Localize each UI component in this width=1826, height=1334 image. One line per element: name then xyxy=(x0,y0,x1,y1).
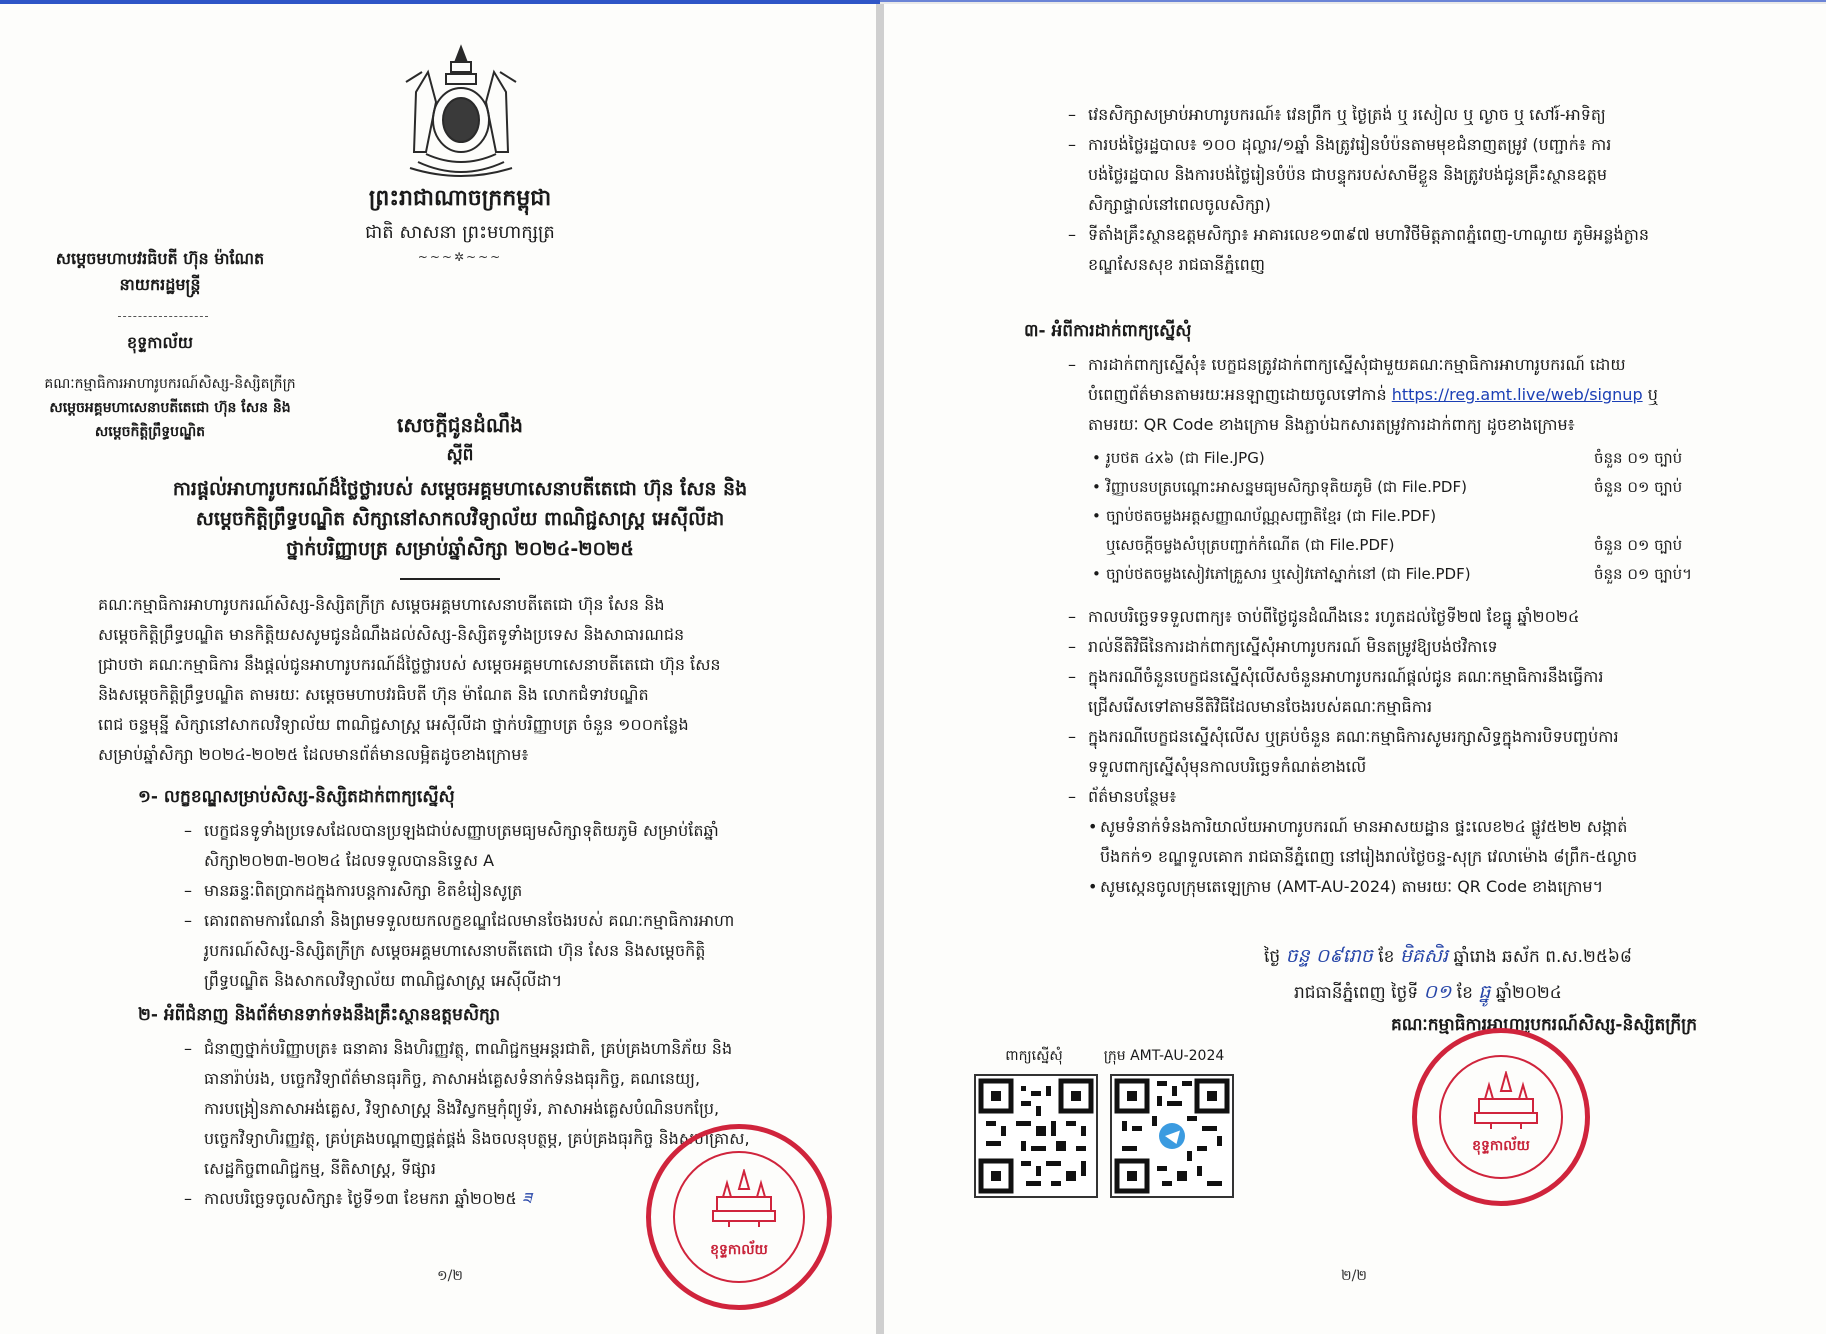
pm-name: សម្តេចមហាបវរធិបតី ហ៊ុន ម៉ាណែត xyxy=(55,249,265,268)
more-info-item: – ព័ត៌មានបន្ថែម៖ xyxy=(1068,787,1177,806)
notice-subtitle: ស្តីពី xyxy=(446,445,474,465)
qr1-label: ពាក្យស្នើសុំ xyxy=(1005,1048,1063,1064)
title-underline xyxy=(400,578,500,580)
seal-text: ខុទ្ទកាល័យ xyxy=(1472,1138,1530,1154)
closing-item: – ក្នុងករណីបេក្ខជនស្នើសុំលើស ឬគ្រប់ចំនួន គណៈកម្មាធិការសូមរក្សាសិទ្ធក្នុងការបិទបញ្ចប់ការ xyxy=(1068,727,1619,746)
office-contact: • សូមទំនាក់ទំនងការិយាល័យអាហារូបករណ៍ មានអាសយដ្ឋាន ផ្ទះលេខ២៤ ផ្លូវ៥២២ សង្កាត់ xyxy=(1088,817,1628,836)
apply-block xyxy=(1068,350,1808,440)
office-contact-cont: បឹងកក់១ ខណ្ឌទួលគោក រាជធានីភ្នំពេញ នៅរៀងរាល់ថ្ងៃចន្ទ-សុក្រ វេលាម៉ោង ៨ព្រឹក-៥ល្ងាច xyxy=(1100,847,1638,866)
handwritten-solar-month: ធ្នូ xyxy=(1478,981,1491,1003)
doc-row-2: • វិញ្ញាបនបត្របណ្តោះអាសន្នមធ្យមសិក្សាទុតិយភូមិ (ជា File.PDF) ចំនួន ០១ ច្បាប់ xyxy=(1092,478,1683,496)
apply-line-3: តាមរយៈ QR Code ខាងក្រោម និងភ្ជាប់ឯកសារតម្រូវការដាក់ពាក្យ ដូចខាងក្រោម៖ xyxy=(1088,415,1575,434)
page-number: ១/២ xyxy=(437,1268,463,1284)
cabinet-label: ខុទ្ទកាល័យ xyxy=(126,333,193,352)
rest-list xyxy=(1068,602,1808,812)
kingdom-name: ព្រះរាជាណាចក្រកម្ពុជា xyxy=(368,185,552,211)
intro-line-1: គណៈកម្មាធិការអាហារូបករណ៍សិស្ស-និស្សិតក្រីក្រ សម្តេចអគ្គមហាសេនាបតីតេជោ ហ៊ុន សែន និង xyxy=(98,595,665,614)
admin-fee-cont2: សិក្សាផ្ទាល់នៅពេលចូលសិក្សា) xyxy=(1088,195,1271,214)
temple-seal-icon xyxy=(709,1169,779,1229)
handwritten-lunar-month: មិគសិរ xyxy=(1399,945,1449,967)
qr-code-icon xyxy=(976,1076,1096,1196)
handwritten-solar-day: ០១ xyxy=(1423,981,1452,1003)
selection-cont: ជ្រើសរើសទៅតាមនីតិវិធីដែលមានចែងរបស់គណៈកម្មាធិការ xyxy=(1088,697,1433,716)
s1-item-1: – បេក្ខជនទូទាំងប្រទេសដែលបានប្រឡងជាប់សញ្ញាបត្រមធ្យមសិក្សាទុតិយភូមិ សម្រាប់តែឆ្នាំ xyxy=(184,821,719,840)
doc-row-3: • ច្បាប់ថតចម្លងអត្តសញ្ញាណប័ណ្ណសញ្ជាតិខ្មែរ (ជា File.PDF) xyxy=(1092,507,1437,525)
s2-item-1-cont4: សេដ្ឋកិច្ចពាណិជ្ជកម្ម, នីតិសាស្ត្រ, ទីផ្សារ xyxy=(204,1159,436,1178)
intro-line-4: និងសម្តេចកិត្តិព្រឹទ្ធបណ្ឌិត តាមរយៈ សម្តេចមហាបវរធិបតី ហ៊ុន ម៉ាណែត និង លោកជំទាវបណ្ឌិត xyxy=(98,685,649,704)
intro-line-2: សម្តេចកិត្តិព្រឹទ្ធបណ្ឌិត មានកិត្តិយសសូមជូនដំណឹងដល់សិស្ស-និស្សិតទូទាំងប្រទេស និងសាធារណជន xyxy=(98,625,685,644)
required-docs-list xyxy=(1092,444,1812,589)
handwritten-lunar-day: ចន្ទ ០៩រោច xyxy=(1285,945,1373,967)
closing-cont: ទទួលពាក្យស្នើសុំមុនកាលបរិច្ឆេទកំណត់ខាងលើ xyxy=(1088,757,1367,776)
deadline-item: – កាលបរិច្ឆេទទទួលពាក្យ៖ ចាប់ពីថ្ងៃជូនដំណឹងនេះ រហូតដល់ថ្ងៃទី២៧ ខែធ្នូ ឆ្នាំ២០២៤ xyxy=(1068,607,1580,626)
committee-line-1: គណៈកម្មាធិការអាហារូបករណ៍សិស្ស-និស្សិតក្រីក្រ xyxy=(44,376,296,392)
intro-line-6: សម្រាប់ឆ្នាំសិក្សា ២០២៤-២០២៥ ដែលមានព័ត៌មានលម្អិតដូចខាងក្រោម៖ xyxy=(98,745,529,764)
pm-title: នាយករដ្ឋមន្ត្រី xyxy=(119,275,201,294)
extra-info-list xyxy=(1088,812,1808,902)
selection-item: – ក្នុងករណីចំនួនបេក្ខជនស្នើសុំលើសចំនួនអាហារូបករណ៍ផ្តល់ជូន គណៈកម្មាធិការនឹងធ្វើការ xyxy=(1068,667,1604,686)
free-item: – រាល់នីតិវិធីនៃការដាក់ពាក្យស្នើសុំអាហារូបករណ៍ មិនតម្រូវឱ្យបង់ថវិកាទេ xyxy=(1068,637,1498,656)
date-solar: រាជធានីភ្នំពេញ ថ្ងៃទី ០១ ខែ ធ្នូ ឆ្នាំ២០២៤ xyxy=(1294,981,1562,1003)
page-fold xyxy=(876,4,884,1334)
royal-crest-icon xyxy=(396,42,526,182)
notice-subject xyxy=(70,474,850,564)
intro-line-5: ពេជ ចន្ទមុន្នី សិក្សានៅសាកលវិទ្យាល័យ ពាណិជ្ជសាស្ត្រ អេស៊ីលីដា ថ្នាក់បរិញ្ញាបត្រ ចំនួន ១០០កន្លែង xyxy=(98,715,689,734)
intro-line-3: ជ្រាបថា គណៈកម្មាធិការ នឹងផ្តល់ជូនអាហារូបករណ៍ដ៏ថ្លៃថ្លារបស់ សម្តេចអគ្គមហាសេនាបតីតេជោ ហ៊ុន សែន xyxy=(98,655,721,674)
notice-title: សេចក្តីជូនដំណឹង xyxy=(397,413,523,437)
s1-item-3: – គោរពតាមការណែនាំ និងព្រមទទួលយកលក្ខខណ្ឌដែលមានចែងរបស់ គណៈកម្មាធិការអាហា xyxy=(184,911,735,930)
page-number: ២/២ xyxy=(1341,1268,1367,1284)
section-3-title: ៣- អំពីការដាក់ពាក្យស្នើសុំ xyxy=(1024,321,1192,341)
subject-line-3: ថ្នាក់បរិញ្ញាបត្រ សម្រាប់ឆ្នាំសិក្សា ២០២៤-២០២៥ xyxy=(286,538,634,560)
telegram-qr-code[interactable] xyxy=(1110,1074,1234,1198)
document-page-2 xyxy=(884,4,1826,1334)
doc-row-4: • ច្បាប់ថតចម្លងសៀវភៅគ្រួសារ ឬសៀវភៅស្នាក់នៅ (ជា File.PDF) ចំនួន ០១ ច្បាប់។ xyxy=(1092,565,1693,583)
location-cont: ខណ្ឌសែនសុខ រាជធានីភ្នំពេញ xyxy=(1088,255,1265,274)
subject-line-1: ការផ្តល់អាហារូបករណ៍ដ៏ថ្លៃថ្លារបស់ សម្តេចអគ្គមហាសេនាបតីតេជោ ហ៊ុន សែន និង xyxy=(172,478,748,500)
divider-line xyxy=(118,316,208,317)
telegram-item: • សូមស្កេនចូលក្រុមតេឡេក្រាម (AMT-AU-2024) តាមរយៈ QR Code ខាងក្រោម។ xyxy=(1088,877,1604,896)
red-seal-stamp xyxy=(646,1124,832,1310)
section-1-list xyxy=(184,816,864,996)
s1-item-3-cont2: ព្រឹទ្ធបណ្ឌិត និងសាកលវិទ្យាល័យ ពាណិជ្ជសាស្ត្រ អេស៊ីលីដា។ xyxy=(204,971,563,990)
date-lunar: ថ្ងៃ ចន្ទ ០៩រោច ខែ មិគសិរ ឆ្នាំរោង ឆស័ក ព.ស.២៥៦៨ xyxy=(1264,945,1632,967)
apply-line-2: បំពេញព័ត៌មានតាមរយៈអនឡាញដោយចូលទៅកាន់ https://reg.amt.live/web/signup ឬ xyxy=(1088,385,1658,404)
top-list xyxy=(1068,100,1808,280)
document-page-1 xyxy=(0,4,876,1334)
admin-fee-item: – ការបង់ថ្លៃរដ្ឋបាល៖ ១០០ ដុល្លារ/១ឆ្នាំ និងត្រូវរៀនបំប៉នតាមមុខជំនាញតម្រូវ (បញ្ជាក់៖ ការ xyxy=(1068,135,1612,154)
section-1-title: ១- លក្ខខណ្ឌសម្រាប់សិស្ស-និស្សិតដាក់ពាក្យស្នើសុំ xyxy=(138,787,455,807)
temple-seal-icon xyxy=(1471,1071,1541,1131)
qr2-label: ក្រុម AMT-AU-2024 xyxy=(1103,1048,1225,1064)
apply-line-1: – ការដាក់ពាក្យស្នើសុំ៖ បេក្ខជនត្រូវដាក់ពាក្យស្នើសុំជាមួយគណៈកម្មាធិការអាហារូបករណ៍ ដោយ xyxy=(1068,355,1626,374)
location-item: – ទីតាំងគ្រឹះស្ថានឧត្តមសិក្សា៖ អាគារលេខ១៣៩៧ មហាវិថីមិត្តភាពភ្នំពេញ-ហាណូយ ភូមិអន្លង់ក្ងាន xyxy=(1068,225,1650,244)
s2-item-2: – កាលបរិច្ឆេទចូលសិក្សា៖ ថ្ងៃទី១៣ ខែមករា ឆ្នាំ២០២៥ ཟ xyxy=(184,1189,532,1208)
section-2-title: ២- អំពីជំនាញ និងព័ត៌មានទាក់ទងនឹងគ្រឹះស្ថានឧត្តមសិក្សា xyxy=(138,1005,501,1025)
application-qr-code[interactable] xyxy=(974,1074,1098,1198)
s2-item-1: – ជំនាញថ្នាក់បរិញ្ញាបត្រ៖ ធនាគារ និងហិរញ្ញវត្ថុ, ពាណិជ្ជកម្មអន្តរជាតិ, គ្រប់គ្រងហានិភ័យ និង xyxy=(184,1039,733,1058)
ornament-divider: ~~~✲~~~ xyxy=(417,250,503,264)
national-motto: ជាតិ សាសនា ព្រះមហាក្សត្រ xyxy=(365,222,555,243)
seal-text: ខុទ្ទកាល័យ xyxy=(710,1242,768,1258)
study-shift-item: – វេនសិក្សាសម្រាប់អាហារូបករណ៍៖ វេនព្រឹក ឬ ថ្ងៃត្រង់ ឬ រសៀល ឬ ល្ងាច ឬ សៅរ៍-អាទិត្យ xyxy=(1068,105,1606,124)
scan-top-edge-right xyxy=(880,0,1826,2)
s2-item-1-cont3: បច្ចេកវិទ្យាហិរញ្ញវត្ថុ, គ្រប់គ្រងបណ្តាញផ្គត់ផ្គង់ និងចលនុបត្ថម្ភ, គ្រប់គ្រងធុរកិច្ច និងសហគ្រាស, xyxy=(204,1129,750,1148)
s1-item-2: – មានឆន្ទៈពិតប្រាកដក្នុងការបន្តការសិក្សា ខិតខំរៀនសូត្រ xyxy=(184,881,523,900)
doc-row-3-cont: ឬសេចក្តីចម្លងសំបុត្របញ្ជាក់កំណើត (ជា File.PDF) ចំនួន ០១ ច្បាប់ xyxy=(1106,536,1683,554)
committee-line-2: សម្តេចអគ្គមហាសេនាបតីតេជោ ហ៊ុន សែន និង xyxy=(49,400,291,416)
initial-mark: ཟ xyxy=(521,1189,532,1208)
signup-link[interactable]: https://reg.amt.live/web/signup xyxy=(1391,385,1643,404)
s2-item-1-cont2: ការបង្រៀនភាសាអង់គ្លេស, វិទ្យាសាស្ត្រ និងវិស្វកម្មកុំព្យូទ័រ, ភាសាអង់គ្លេសបំណិនបកប្រែ, xyxy=(204,1099,720,1118)
intro-paragraph xyxy=(98,590,858,770)
qr-code-icon xyxy=(1112,1076,1232,1196)
committee-line-3: សម្តេចកិត្តិព្រឹទ្ធបណ្ឌិត xyxy=(94,424,206,440)
s2-item-1-cont: ធានារ៉ាប់រង, បច្ចេកវិទ្យាព័ត៌មានធុរកិច្ច, ភាសាអង់គ្លេសទំនាក់ទំនងធុរកិច្ច, គណនេយ្យ, xyxy=(204,1069,701,1088)
signatory: គណៈកម្មាធិការអាហារូបករណ៍សិស្ស-និស្សិតក្រីក្រ xyxy=(1390,1015,1697,1035)
s1-item-3-cont: រូបករណ៍សិស្ស-និស្សិតក្រីក្រ សម្តេចអគ្គមហាសេនាបតីតេជោ ហ៊ុន សែន និងសម្តេចកិត្តិ xyxy=(204,941,706,960)
s1-item-1-cont: សិក្សា២០២៣-២០២៤ ដែលទទួលបាននិទ្ទេស A xyxy=(204,851,495,870)
red-seal-stamp-2 xyxy=(1412,1028,1590,1206)
doc-row-1: • រូបថត ៤x៦ (ជា File.JPG) ចំនួន ០១ ច្បាប់ xyxy=(1092,449,1683,467)
admin-fee-cont: បង់ថ្លៃរដ្ឋបាល និងការបង់ថ្លៃរៀនបំប៉ន ជាបន្ទុករបស់សាមីខ្លួន និងត្រូវបង់ជូនគ្រឹះស្ថានឧត្តម xyxy=(1088,165,1608,184)
subject-line-2: សម្តេចកិត្តិព្រឹទ្ធបណ្ឌិត សិក្សានៅសាកលវិទ្យាល័យ ពាណិជ្ជសាស្ត្រ អេស៊ីលីដា xyxy=(195,508,725,530)
